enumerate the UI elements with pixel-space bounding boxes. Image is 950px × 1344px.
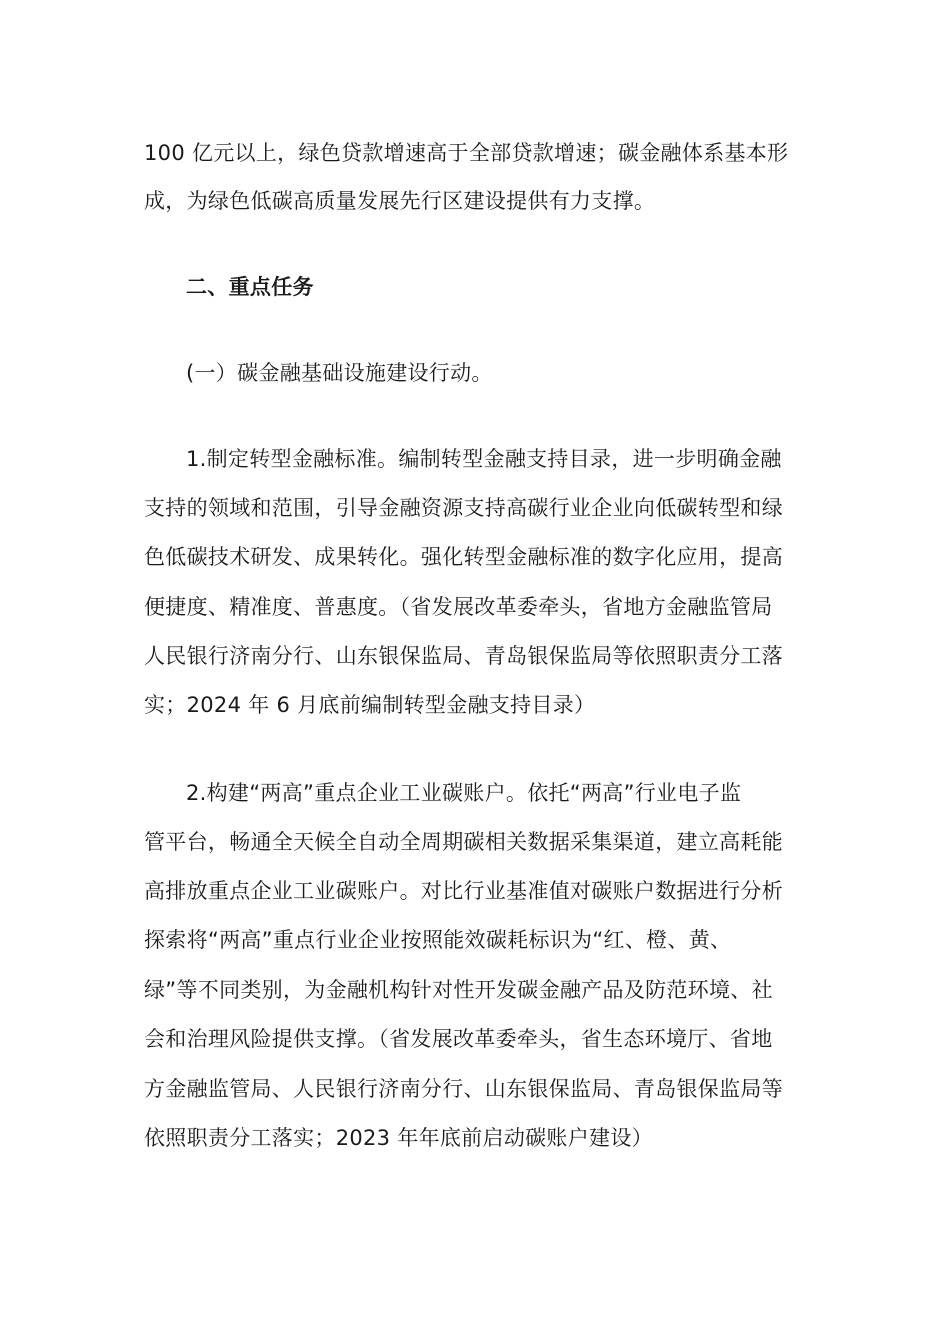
- item2-line-4: 探索将“两高”重点行业企业按照能效碳耗标识为“红、橙、黄、: [144, 928, 732, 952]
- item1-line-5: 人民银行济南分行、山东银保监局、青岛银保监局等依照职责分工落: [144, 644, 783, 668]
- item1-line-4: 便捷度、精准度、普惠度。（省发展改革委牵头，省地方金融监管局: [144, 595, 773, 619]
- item1-line-6: 实；2024 年 6 月底前编制转型金融支持目录）: [144, 693, 596, 717]
- item2-line-8: 依照职责分工落实；2023 年年底前启动碳账户建设）: [144, 1126, 653, 1150]
- item2-line-5: 绿”等不同类别，为金融机构针对性开发碳金融产品及防范环境、社: [144, 978, 773, 1002]
- item1-line-2: 支持的领域和范围，引导金融资源支持高碳行业企业向低碳转型和绿: [144, 496, 783, 520]
- item2-line-1: 2.构建“两高”重点企业工业碳账户。依托“两高”行业电子监: [186, 781, 742, 805]
- item2-line-2: 管平台，畅通全天候全自动全周期碳相关数据采集渠道，建立高耗能: [144, 830, 783, 854]
- item2-line-6: 会和治理风险提供支撑。（省发展改革委牵头，省生态环境厅、省地: [144, 1027, 773, 1051]
- subsection-heading: (一）碳金融基础设施建设行动。: [186, 361, 493, 385]
- section-heading: 二、重点任务: [186, 275, 314, 299]
- item1-line-3: 色低碳技术研发、成果转化。强化转型金融标准的数字化应用，提高: [144, 545, 783, 569]
- item1-line-1: 1.制定转型金融标准。编制转型金融支持目录，进一步明确金融: [186, 447, 782, 471]
- item2-line-3: 高排放重点企业工业碳账户。对比行业基准值对碳账户数据进行分析: [144, 879, 783, 903]
- item2-line-7: 方金融监管局、人民银行济南分行、山东银保监局、青岛银保监局等: [144, 1077, 783, 1101]
- intro-line-1: 100 亿元以上，绿色贷款增速高于全部贷款增速；碳金融体系基本形: [144, 141, 789, 165]
- intro-line-2: 成，为绿色低碳高质量发展先行区建设提供有力支撑。: [144, 189, 656, 213]
